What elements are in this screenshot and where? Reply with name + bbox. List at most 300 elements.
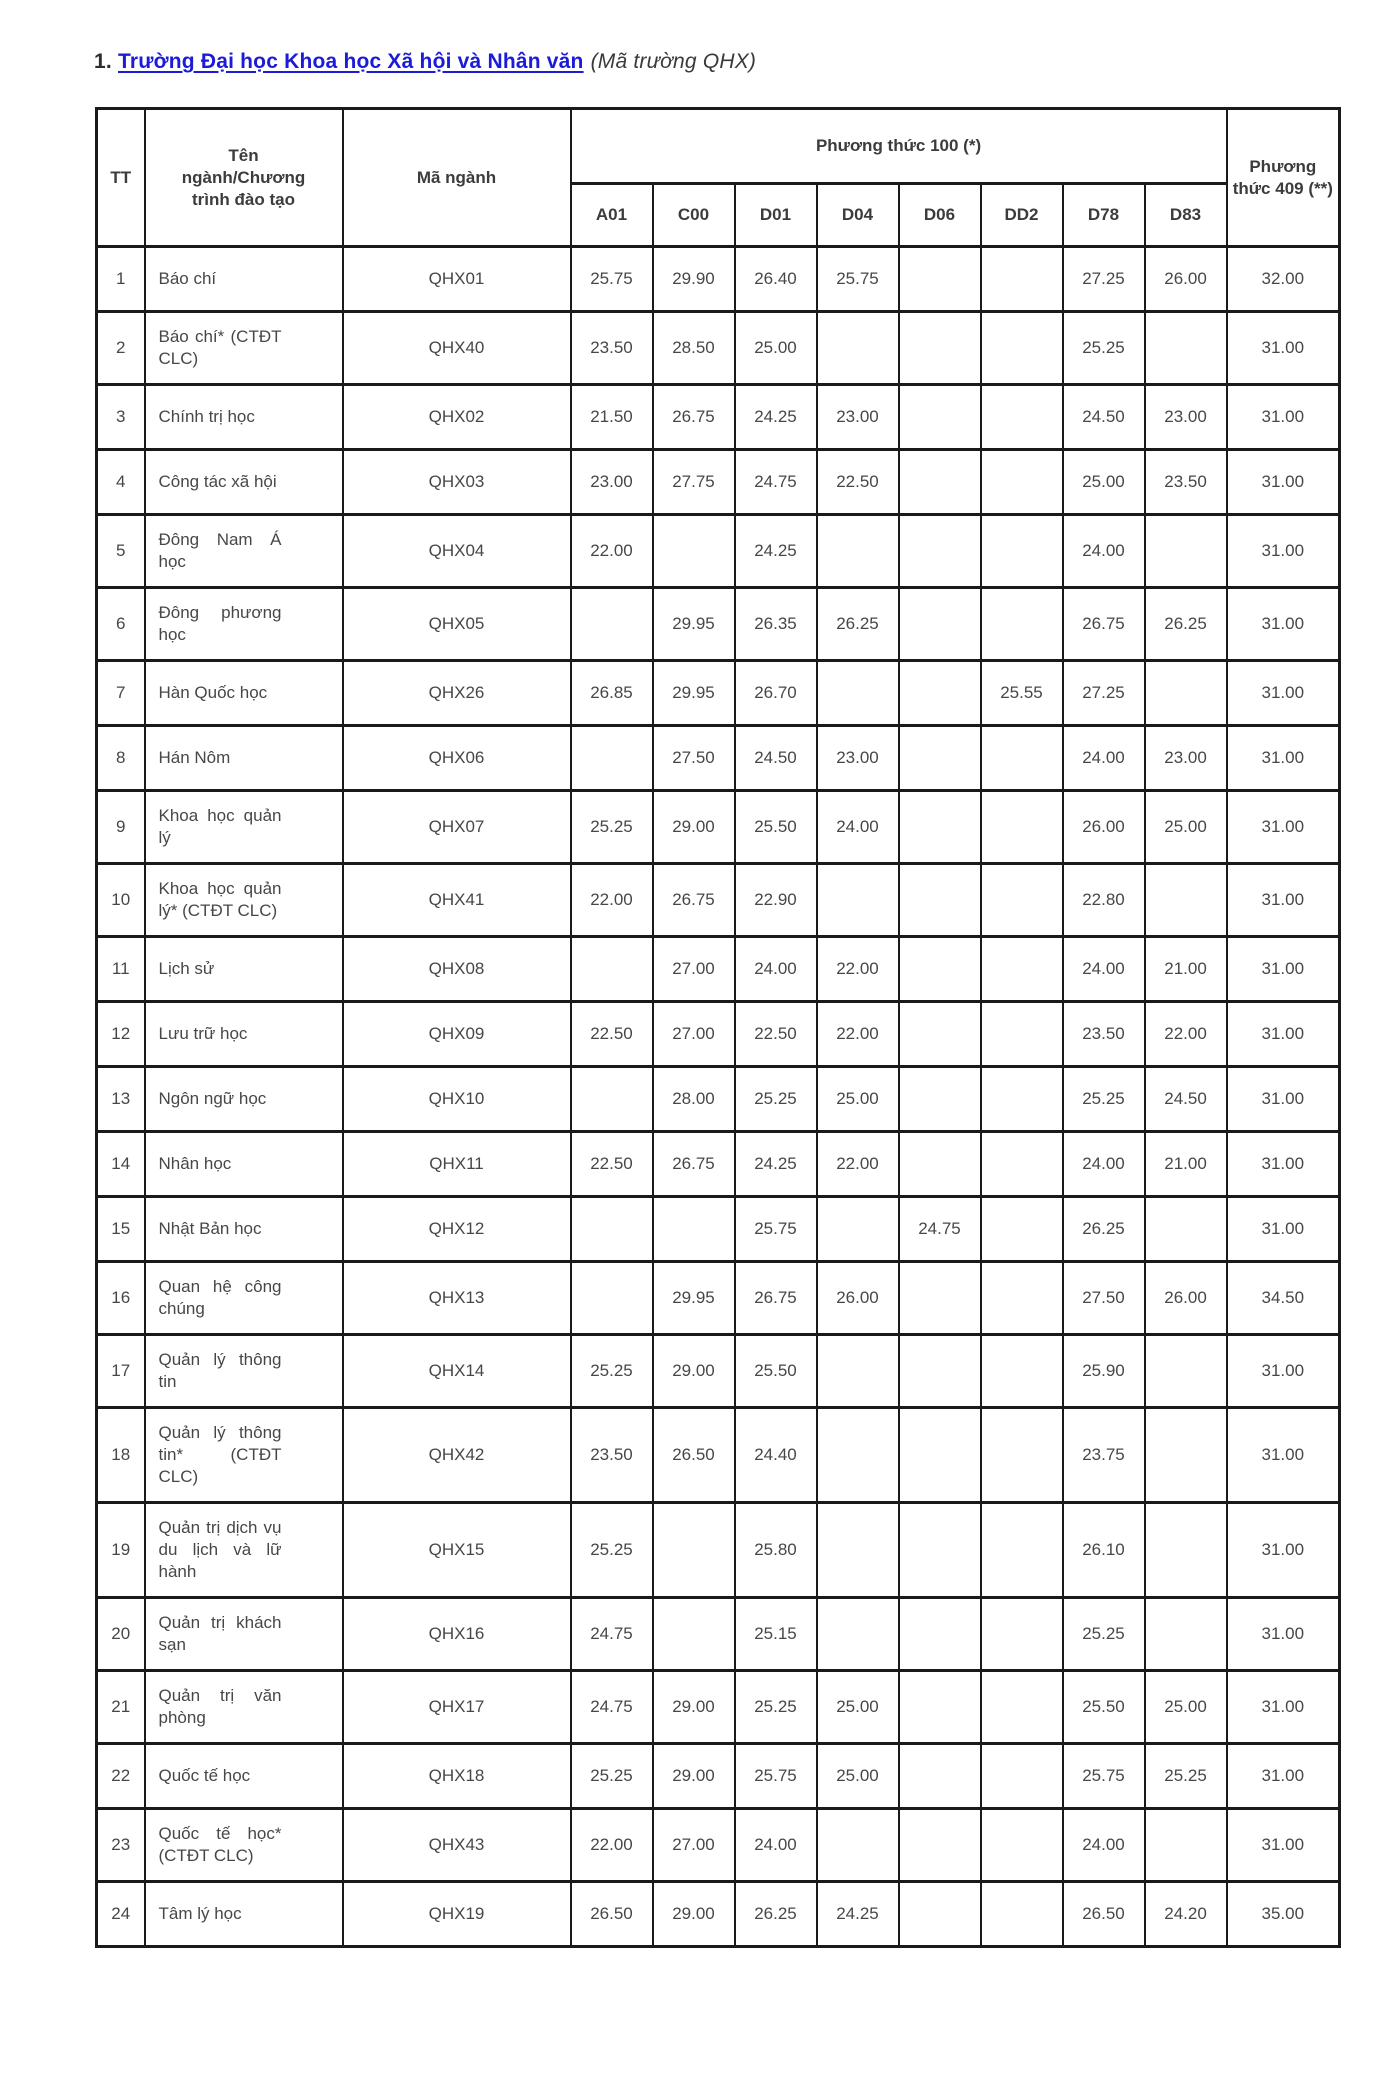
cell-score	[817, 515, 899, 588]
cell-score	[981, 385, 1063, 450]
table-row	[97, 864, 1340, 937]
cell-program-name: Nhân học	[145, 1132, 343, 1197]
page-title	[94, 50, 1390, 74]
cell-score: 25.00	[817, 1671, 899, 1744]
cell-score	[571, 726, 653, 791]
cell-score: 29.00	[653, 1335, 735, 1408]
cell-score	[571, 588, 653, 661]
cell-score: 23.00	[1145, 726, 1227, 791]
cell-score	[981, 1809, 1063, 1882]
cell-score	[899, 1598, 981, 1671]
cell-score: 27.00	[653, 937, 735, 1002]
cell-major-code: QHX03	[343, 450, 571, 515]
cell-score: 23.50	[571, 312, 653, 385]
cell-score: 25.75	[1063, 1744, 1145, 1809]
cell-method409-score: 31.00	[1227, 1744, 1340, 1809]
cell-score	[1145, 1335, 1227, 1408]
cell-score	[981, 1197, 1063, 1262]
cell-score: 22.50	[571, 1132, 653, 1197]
header-method-409: Phương thức 409 (**)	[1227, 109, 1340, 247]
cell-score: 26.10	[1063, 1503, 1145, 1598]
cell-score: 25.50	[735, 791, 817, 864]
cell-score: 25.25	[571, 1503, 653, 1598]
cell-major-code: QHX42	[343, 1408, 571, 1503]
cell-tt: 12	[97, 1002, 145, 1067]
table-row	[97, 312, 1340, 385]
cell-tt: 15	[97, 1197, 145, 1262]
cell-program-name: Lịch sử	[145, 937, 343, 1002]
table-row	[97, 515, 1340, 588]
school-name-link[interactable]: Trường Đại học Khoa học Xã hội và Nhân văn	[117, 50, 584, 73]
cell-score	[899, 247, 981, 312]
cell-score: 23.50	[1063, 1002, 1145, 1067]
cell-score: 23.50	[1145, 450, 1227, 515]
cell-score: 29.00	[653, 1882, 735, 1947]
cell-score: 24.00	[1063, 1809, 1145, 1882]
cell-tt: 8	[97, 726, 145, 791]
cell-method409-score: 31.00	[1227, 1671, 1340, 1744]
cell-tt: 22	[97, 1744, 145, 1809]
cell-score: 24.00	[1063, 726, 1145, 791]
cell-program-name: Quốc tế học* (CTĐT CLC)	[145, 1809, 343, 1882]
table-row	[97, 1882, 1340, 1947]
cell-method409-score: 31.00	[1227, 1067, 1340, 1132]
cell-score: 25.50	[1063, 1671, 1145, 1744]
cell-major-code: QHX10	[343, 1067, 571, 1132]
cell-program-name: Quản trị văn phòng	[145, 1671, 343, 1744]
cell-score	[981, 1671, 1063, 1744]
cell-score	[571, 1067, 653, 1132]
cell-tt: 23	[97, 1809, 145, 1882]
cell-major-code: QHX01	[343, 247, 571, 312]
cell-program-name: Khoa học quản lý	[145, 791, 343, 864]
cell-score: 26.75	[1063, 588, 1145, 661]
cell-score: 22.00	[817, 1002, 899, 1067]
cell-score	[571, 1197, 653, 1262]
cell-score	[817, 864, 899, 937]
cell-score: 22.50	[735, 1002, 817, 1067]
cell-method409-score: 31.00	[1227, 661, 1340, 726]
cell-score: 21.00	[1145, 937, 1227, 1002]
cell-method409-score: 31.00	[1227, 515, 1340, 588]
table-row	[97, 1197, 1340, 1262]
cell-program-name: Quan hệ công chúng	[145, 1262, 343, 1335]
table-row	[97, 1408, 1340, 1503]
cell-score: 25.55	[981, 661, 1063, 726]
cell-score: 26.75	[735, 1262, 817, 1335]
cell-score	[899, 1335, 981, 1408]
cell-score: 27.25	[1063, 247, 1145, 312]
cell-score: 24.00	[735, 1809, 817, 1882]
school-code-note: (Mã trường QHX)	[590, 50, 757, 73]
cell-score	[981, 726, 1063, 791]
table-row	[97, 1503, 1340, 1598]
cell-score	[1145, 1197, 1227, 1262]
cell-tt: 19	[97, 1503, 145, 1598]
cell-score	[1145, 312, 1227, 385]
cell-tt: 20	[97, 1598, 145, 1671]
section-number: 1.	[94, 50, 112, 73]
cell-score: 24.25	[735, 385, 817, 450]
cell-method409-score: 31.00	[1227, 1598, 1340, 1671]
cell-score	[817, 1598, 899, 1671]
cell-score	[981, 1132, 1063, 1197]
cell-score: 27.25	[1063, 661, 1145, 726]
cell-major-code: QHX05	[343, 588, 571, 661]
cell-score: 25.25	[1145, 1744, 1227, 1809]
cell-tt: 2	[97, 312, 145, 385]
cell-major-code: QHX04	[343, 515, 571, 588]
cell-score	[899, 937, 981, 1002]
cell-program-name: Báo chí* (CTĐT CLC)	[145, 312, 343, 385]
header-program-name: Tên ngành/Chương trình đào tạo	[145, 109, 343, 247]
cell-score: 24.75	[735, 450, 817, 515]
cell-score: 23.00	[817, 385, 899, 450]
table-row	[97, 247, 1340, 312]
cell-score: 24.50	[1145, 1067, 1227, 1132]
cell-score: 26.40	[735, 247, 817, 312]
cell-major-code: QHX26	[343, 661, 571, 726]
cell-score	[899, 588, 981, 661]
cell-tt: 4	[97, 450, 145, 515]
cell-program-name: Quốc tế học	[145, 1744, 343, 1809]
cell-score: 22.00	[1145, 1002, 1227, 1067]
cell-score: 24.25	[735, 1132, 817, 1197]
cell-score	[1145, 1408, 1227, 1503]
table-row	[97, 450, 1340, 515]
cell-score: 25.90	[1063, 1335, 1145, 1408]
cell-score: 23.75	[1063, 1408, 1145, 1503]
cell-method409-score: 31.00	[1227, 1408, 1340, 1503]
cell-score	[817, 1335, 899, 1408]
cell-score	[899, 1744, 981, 1809]
cell-score: 24.40	[735, 1408, 817, 1503]
admission-scores-table	[95, 107, 1341, 1948]
cell-tt: 9	[97, 791, 145, 864]
cell-score: 25.00	[735, 312, 817, 385]
header-row-groups	[97, 109, 1340, 184]
cell-score: 25.80	[735, 1503, 817, 1598]
cell-score	[899, 1671, 981, 1744]
cell-score: 26.00	[817, 1262, 899, 1335]
cell-score: 25.00	[1145, 1671, 1227, 1744]
cell-score: 25.75	[571, 247, 653, 312]
cell-score	[981, 1002, 1063, 1067]
cell-major-code: QHX07	[343, 791, 571, 864]
cell-score: 24.75	[899, 1197, 981, 1262]
table-row	[97, 937, 1340, 1002]
cell-score	[981, 450, 1063, 515]
cell-program-name: Lưu trữ học	[145, 1002, 343, 1067]
table-header	[97, 109, 1340, 247]
cell-score	[1145, 661, 1227, 726]
cell-score: 25.75	[735, 1744, 817, 1809]
cell-method409-score: 31.00	[1227, 450, 1340, 515]
cell-score: 29.95	[653, 588, 735, 661]
table-row	[97, 1598, 1340, 1671]
cell-score	[899, 1809, 981, 1882]
cell-method409-score: 31.00	[1227, 1503, 1340, 1598]
cell-major-code: QHX41	[343, 864, 571, 937]
cell-score: 21.00	[1145, 1132, 1227, 1197]
cell-score: 26.25	[1145, 588, 1227, 661]
table-row	[97, 1262, 1340, 1335]
cell-score	[981, 791, 1063, 864]
cell-major-code: QHX02	[343, 385, 571, 450]
cell-program-name: Tâm lý học	[145, 1882, 343, 1947]
cell-score: 26.50	[571, 1882, 653, 1947]
cell-score	[899, 1132, 981, 1197]
cell-tt: 6	[97, 588, 145, 661]
cell-score: 22.00	[817, 1132, 899, 1197]
cell-score: 23.50	[571, 1408, 653, 1503]
header-subject-d06: D06	[899, 184, 981, 247]
cell-score: 25.75	[735, 1197, 817, 1262]
cell-program-name: Ngôn ngữ học	[145, 1067, 343, 1132]
cell-score	[653, 1197, 735, 1262]
cell-score	[571, 937, 653, 1002]
table-row	[97, 1067, 1340, 1132]
cell-tt: 1	[97, 247, 145, 312]
cell-tt: 18	[97, 1408, 145, 1503]
cell-method409-score: 31.00	[1227, 864, 1340, 937]
cell-score	[981, 937, 1063, 1002]
cell-tt: 13	[97, 1067, 145, 1132]
cell-score	[981, 1882, 1063, 1947]
table-row	[97, 1132, 1340, 1197]
cell-score	[899, 864, 981, 937]
cell-score: 25.00	[1145, 791, 1227, 864]
cell-score: 24.00	[1063, 515, 1145, 588]
cell-score	[1145, 515, 1227, 588]
cell-score: 25.25	[735, 1671, 817, 1744]
cell-major-code: QHX11	[343, 1132, 571, 1197]
table-row	[97, 1671, 1340, 1744]
cell-score: 24.50	[1063, 385, 1145, 450]
table-row	[97, 791, 1340, 864]
cell-tt: 17	[97, 1335, 145, 1408]
cell-score: 26.75	[653, 385, 735, 450]
cell-major-code: QHX19	[343, 1882, 571, 1947]
cell-score: 25.25	[571, 1744, 653, 1809]
cell-score: 26.25	[817, 588, 899, 661]
cell-program-name: Quản trị khách sạn	[145, 1598, 343, 1671]
cell-score: 21.50	[571, 385, 653, 450]
cell-major-code: QHX17	[343, 1671, 571, 1744]
cell-score	[653, 1503, 735, 1598]
cell-score	[817, 1408, 899, 1503]
cell-method409-score: 31.00	[1227, 385, 1340, 450]
cell-score	[899, 1067, 981, 1132]
cell-major-code: QHX16	[343, 1598, 571, 1671]
cell-tt: 24	[97, 1882, 145, 1947]
cell-score: 27.50	[1063, 1262, 1145, 1335]
cell-score: 26.00	[1063, 791, 1145, 864]
cell-score	[899, 385, 981, 450]
cell-program-name: Đông Nam Á học	[145, 515, 343, 588]
table-row	[97, 1335, 1340, 1408]
cell-score: 26.50	[653, 1408, 735, 1503]
cell-score: 25.15	[735, 1598, 817, 1671]
cell-score	[899, 661, 981, 726]
cell-score	[981, 588, 1063, 661]
cell-score: 26.25	[1063, 1197, 1145, 1262]
cell-score: 25.00	[817, 1067, 899, 1132]
cell-score: 28.50	[653, 312, 735, 385]
cell-score: 26.75	[653, 1132, 735, 1197]
cell-score	[1145, 1598, 1227, 1671]
cell-score	[981, 1503, 1063, 1598]
cell-method409-score: 31.00	[1227, 1197, 1340, 1262]
cell-program-name: Quản trị dịch vụ du lịch và lữ hành	[145, 1503, 343, 1598]
cell-score: 25.25	[1063, 1067, 1145, 1132]
cell-score: 24.00	[735, 937, 817, 1002]
cell-score: 29.95	[653, 1262, 735, 1335]
cell-score: 24.20	[1145, 1882, 1227, 1947]
header-subject-d83: D83	[1145, 184, 1227, 247]
cell-method409-score: 31.00	[1227, 588, 1340, 661]
cell-score	[981, 1744, 1063, 1809]
cell-score: 26.75	[653, 864, 735, 937]
cell-score: 28.00	[653, 1067, 735, 1132]
cell-score	[899, 312, 981, 385]
cell-score: 26.85	[571, 661, 653, 726]
cell-score: 26.00	[1145, 247, 1227, 312]
cell-method409-score: 31.00	[1227, 1335, 1340, 1408]
header-subject-a01: A01	[571, 184, 653, 247]
table-row	[97, 661, 1340, 726]
cell-score	[817, 1809, 899, 1882]
cell-score	[899, 791, 981, 864]
cell-score: 22.50	[571, 1002, 653, 1067]
cell-score: 22.00	[571, 515, 653, 588]
cell-score: 27.50	[653, 726, 735, 791]
cell-major-code: QHX09	[343, 1002, 571, 1067]
cell-score: 22.00	[571, 1809, 653, 1882]
cell-score	[899, 450, 981, 515]
cell-score	[899, 1262, 981, 1335]
cell-score: 29.00	[653, 1744, 735, 1809]
header-subject-c00: C00	[653, 184, 735, 247]
cell-score: 29.90	[653, 247, 735, 312]
cell-score: 26.50	[1063, 1882, 1145, 1947]
cell-major-code: QHX40	[343, 312, 571, 385]
cell-method409-score: 31.00	[1227, 312, 1340, 385]
cell-program-name: Hán Nôm	[145, 726, 343, 791]
cell-method409-score: 34.50	[1227, 1262, 1340, 1335]
cell-score: 24.75	[571, 1671, 653, 1744]
cell-score: 22.00	[817, 937, 899, 1002]
cell-program-name: Báo chí	[145, 247, 343, 312]
table-row	[97, 385, 1340, 450]
cell-score: 25.00	[1063, 450, 1145, 515]
cell-score: 25.25	[735, 1067, 817, 1132]
cell-score: 23.00	[817, 726, 899, 791]
cell-score: 29.00	[653, 791, 735, 864]
cell-program-name: Quản lý thông tin	[145, 1335, 343, 1408]
cell-tt: 3	[97, 385, 145, 450]
header-major-code: Mã ngành	[343, 109, 571, 247]
cell-score: 25.50	[735, 1335, 817, 1408]
cell-tt: 21	[97, 1671, 145, 1744]
table-row	[97, 1002, 1340, 1067]
cell-score: 25.25	[1063, 1598, 1145, 1671]
header-subject-d04: D04	[817, 184, 899, 247]
header-subject-d01: D01	[735, 184, 817, 247]
cell-score	[653, 1598, 735, 1671]
cell-score	[981, 1067, 1063, 1132]
cell-score: 27.75	[653, 450, 735, 515]
cell-method409-score: 32.00	[1227, 247, 1340, 312]
cell-method409-score: 31.00	[1227, 791, 1340, 864]
cell-score: 27.00	[653, 1002, 735, 1067]
cell-tt: 10	[97, 864, 145, 937]
cell-method409-score: 31.00	[1227, 937, 1340, 1002]
cell-score: 25.75	[817, 247, 899, 312]
cell-score: 24.00	[1063, 1132, 1145, 1197]
cell-score	[981, 864, 1063, 937]
cell-score: 22.80	[1063, 864, 1145, 937]
cell-score: 24.00	[1063, 937, 1145, 1002]
cell-major-code: QHX18	[343, 1744, 571, 1809]
header-method-100: Phương thức 100 (*)	[571, 109, 1227, 184]
cell-program-name: Công tác xã hội	[145, 450, 343, 515]
cell-tt: 5	[97, 515, 145, 588]
cell-major-code: QHX08	[343, 937, 571, 1002]
cell-score: 25.25	[571, 1335, 653, 1408]
cell-program-name: Khoa học quản lý* (CTĐT CLC)	[145, 864, 343, 937]
cell-major-code: QHX13	[343, 1262, 571, 1335]
cell-score: 24.25	[817, 1882, 899, 1947]
cell-major-code: QHX12	[343, 1197, 571, 1262]
cell-score	[981, 1598, 1063, 1671]
cell-program-name: Chính trị học	[145, 385, 343, 450]
cell-score: 26.00	[1145, 1262, 1227, 1335]
cell-tt: 7	[97, 661, 145, 726]
cell-program-name: Đông phương học	[145, 588, 343, 661]
table-row	[97, 726, 1340, 791]
cell-score	[1145, 864, 1227, 937]
cell-score	[571, 1262, 653, 1335]
header-subject-d78: D78	[1063, 184, 1145, 247]
cell-score: 25.00	[817, 1744, 899, 1809]
cell-tt: 11	[97, 937, 145, 1002]
cell-major-code: QHX06	[343, 726, 571, 791]
cell-score: 26.35	[735, 588, 817, 661]
cell-score: 24.00	[817, 791, 899, 864]
table-row	[97, 1809, 1340, 1882]
cell-score: 29.95	[653, 661, 735, 726]
table-row	[97, 588, 1340, 661]
cell-score: 25.25	[571, 791, 653, 864]
cell-score	[817, 1197, 899, 1262]
cell-score	[899, 1882, 981, 1947]
cell-score	[1145, 1503, 1227, 1598]
cell-score: 26.70	[735, 661, 817, 726]
cell-method409-score: 31.00	[1227, 1132, 1340, 1197]
cell-score: 23.00	[571, 450, 653, 515]
table-body	[97, 247, 1340, 1947]
cell-score	[981, 1335, 1063, 1408]
header-tt: TT	[97, 109, 145, 247]
cell-score	[899, 726, 981, 791]
cell-score	[981, 312, 1063, 385]
cell-score: 22.50	[817, 450, 899, 515]
cell-score	[899, 1002, 981, 1067]
cell-score: 25.25	[1063, 312, 1145, 385]
cell-score	[981, 1262, 1063, 1335]
cell-method409-score: 31.00	[1227, 1809, 1340, 1882]
